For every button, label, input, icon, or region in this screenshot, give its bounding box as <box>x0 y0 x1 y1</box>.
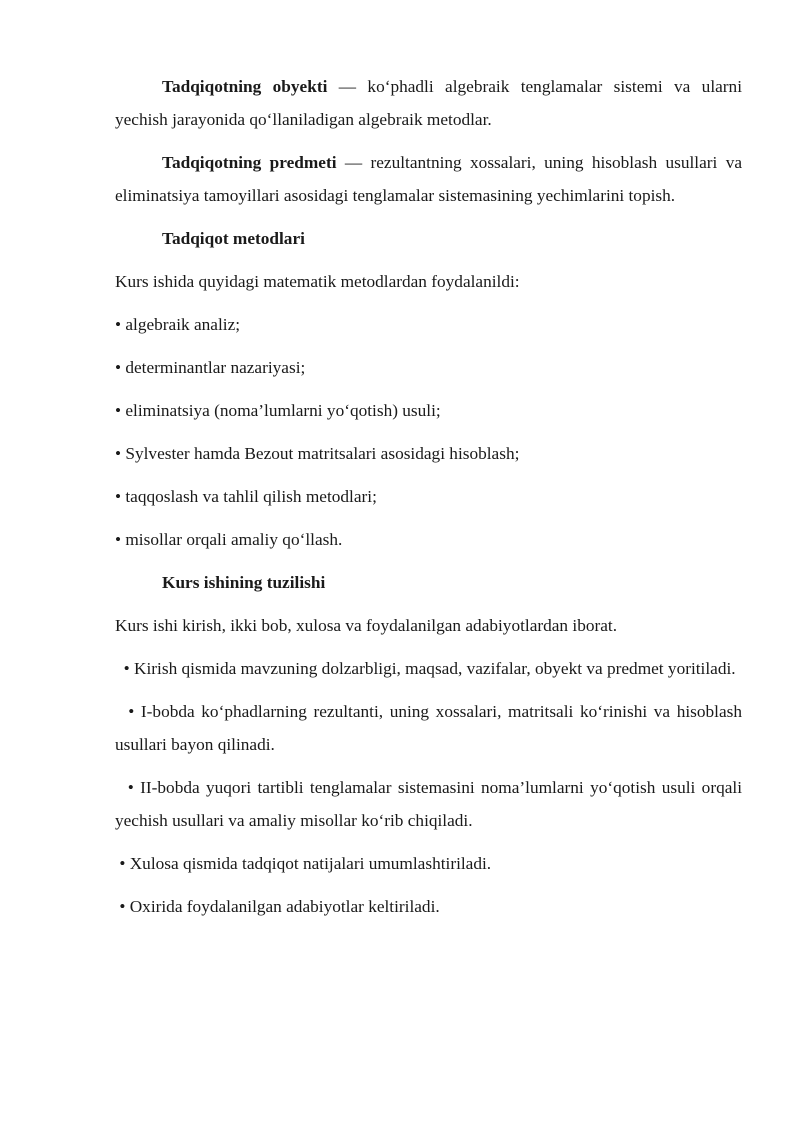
structure-heading: Kurs ishining tuzilishi <box>162 573 326 592</box>
methods-item: • misollar orqali amaliy qo‘llash. <box>115 530 343 549</box>
research-subject-text: — rezultantning xossalari, uning hisoblash usullari va eliminatsiya tamoyillari asosidagi tenglamalar sistemasining yechimlarini topish. <box>115 153 743 205</box>
methods-item: • eliminatsiya (noma’lumlarni yo‘qotish) usuli; <box>115 401 441 420</box>
document-page <box>115 70 747 933</box>
structure-item: • Oxirida foydalanilgan adabiyotlar keltiriladi. <box>115 897 440 916</box>
methods-item: • algebraik analiz; <box>115 315 241 334</box>
methods-item: • taqqoslash va tahlil qilish metodlari; <box>115 487 377 506</box>
research-object-text: — ko‘phadli algebraik tenglamalar sistemi va ularni yechish jarayonida qo‘llaniladigan algebraik metodlar. <box>115 77 742 129</box>
methods-heading: Tadqiqot metodlari <box>162 229 305 248</box>
research-subject-label: Tadqiqotning predmeti <box>162 153 337 172</box>
structure-item: • Xulosa qismida tadqiqot natijalari umumlashtiriladi. <box>115 854 492 873</box>
structure-item: • Kirish qismida mavzuning dolzarbligi, maqsad, vazifalar, obyekt va predmet yoritiladi. <box>115 659 736 678</box>
methods-item: • determinantlar nazariyasi; <box>115 358 306 377</box>
research-object-paragraph <box>115 70 742 136</box>
research-subject-paragraph <box>115 146 742 212</box>
structure-item: • II-bobda yuqori tartibli tenglamalar sistemasini noma’lumlarni yo‘qotish usuli orqali yechish usullari va amaliy misollar ko‘rib chiqiladi. <box>115 778 747 830</box>
structure-item: • I-bobda ko‘phadlarning rezultanti, uning xossalari, matritsali ko‘rinishi va hisoblash usullari bayon qilinadi. <box>115 702 747 754</box>
methods-intro: Kurs ishida quyidagi matematik metodlardan foydalanildi: <box>115 272 520 291</box>
structure-intro: Kurs ishi kirish, ikki bob, xulosa va foydalanilgan adabiyotlardan iborat. <box>115 616 618 635</box>
research-object-label: Tadqiqotning obyekti <box>162 77 328 96</box>
methods-item: • Sylvester hamda Bezout matritsalari asosidagi hisoblash; <box>115 444 520 463</box>
